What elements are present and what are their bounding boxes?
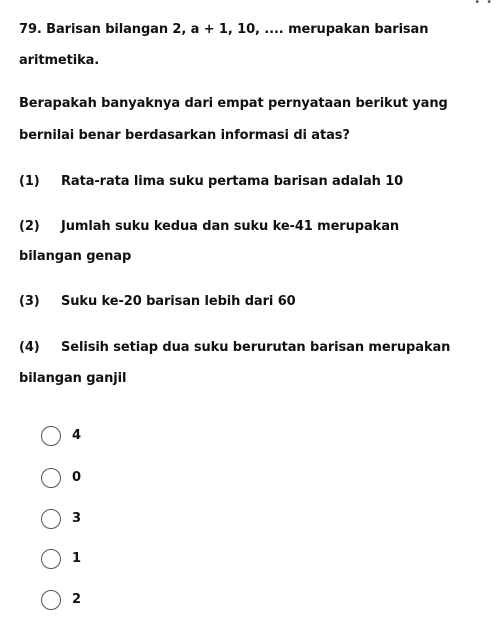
statement-text: Suku ke-20 barisan lebih dari 60 [61, 294, 296, 309]
option-label: 0 [72, 470, 82, 485]
radio-button[interactable] [41, 509, 61, 529]
statement-2-continuation: bilangan genap [19, 249, 132, 264]
statement-number: (4) [19, 340, 40, 355]
option-a[interactable] [41, 424, 81, 448]
statement-number: (1) [19, 174, 40, 189]
statement-number: (3) [19, 294, 40, 309]
option-label: 4 [72, 428, 82, 443]
prompt-line-2: bernilai benar berdasarkan informasi di atas? [19, 128, 350, 143]
statement-4-continuation: bilangan ganjil [19, 371, 127, 386]
statement-text: Rata-rata lima suku pertama barisan adalah 10 [61, 174, 404, 189]
option-d[interactable] [41, 547, 81, 571]
prompt-line-1: Berapakah banyaknya dari empat pernyataan berikut yang [19, 96, 448, 111]
statement-text: Jumlah suku kedua dan suku ke-41 merupakan [61, 219, 400, 234]
statement-4 [19, 339, 450, 357]
radio-button[interactable] [41, 549, 61, 569]
radio-button[interactable] [41, 468, 61, 488]
statement-text: Selisih setiap dua suku berurutan barisan merupakan [61, 340, 451, 355]
option-e[interactable] [41, 588, 81, 612]
option-b[interactable] [41, 466, 81, 490]
option-c[interactable] [41, 507, 81, 531]
option-label: 3 [72, 511, 82, 526]
question-line-1: 79. Barisan bilangan 2, a + 1, 10, .... merupakan barisan [19, 22, 429, 37]
option-label: 2 [72, 592, 82, 607]
question-line-2: aritmetika. [19, 53, 100, 68]
statement-3 [19, 293, 296, 311]
statement-number: (2) [19, 219, 40, 234]
radio-button[interactable] [41, 590, 61, 610]
more-icon: •• [474, 0, 498, 8]
statement-1 [19, 173, 403, 191]
radio-button[interactable] [41, 426, 61, 446]
option-label: 1 [72, 551, 82, 566]
statement-2 [19, 218, 399, 236]
